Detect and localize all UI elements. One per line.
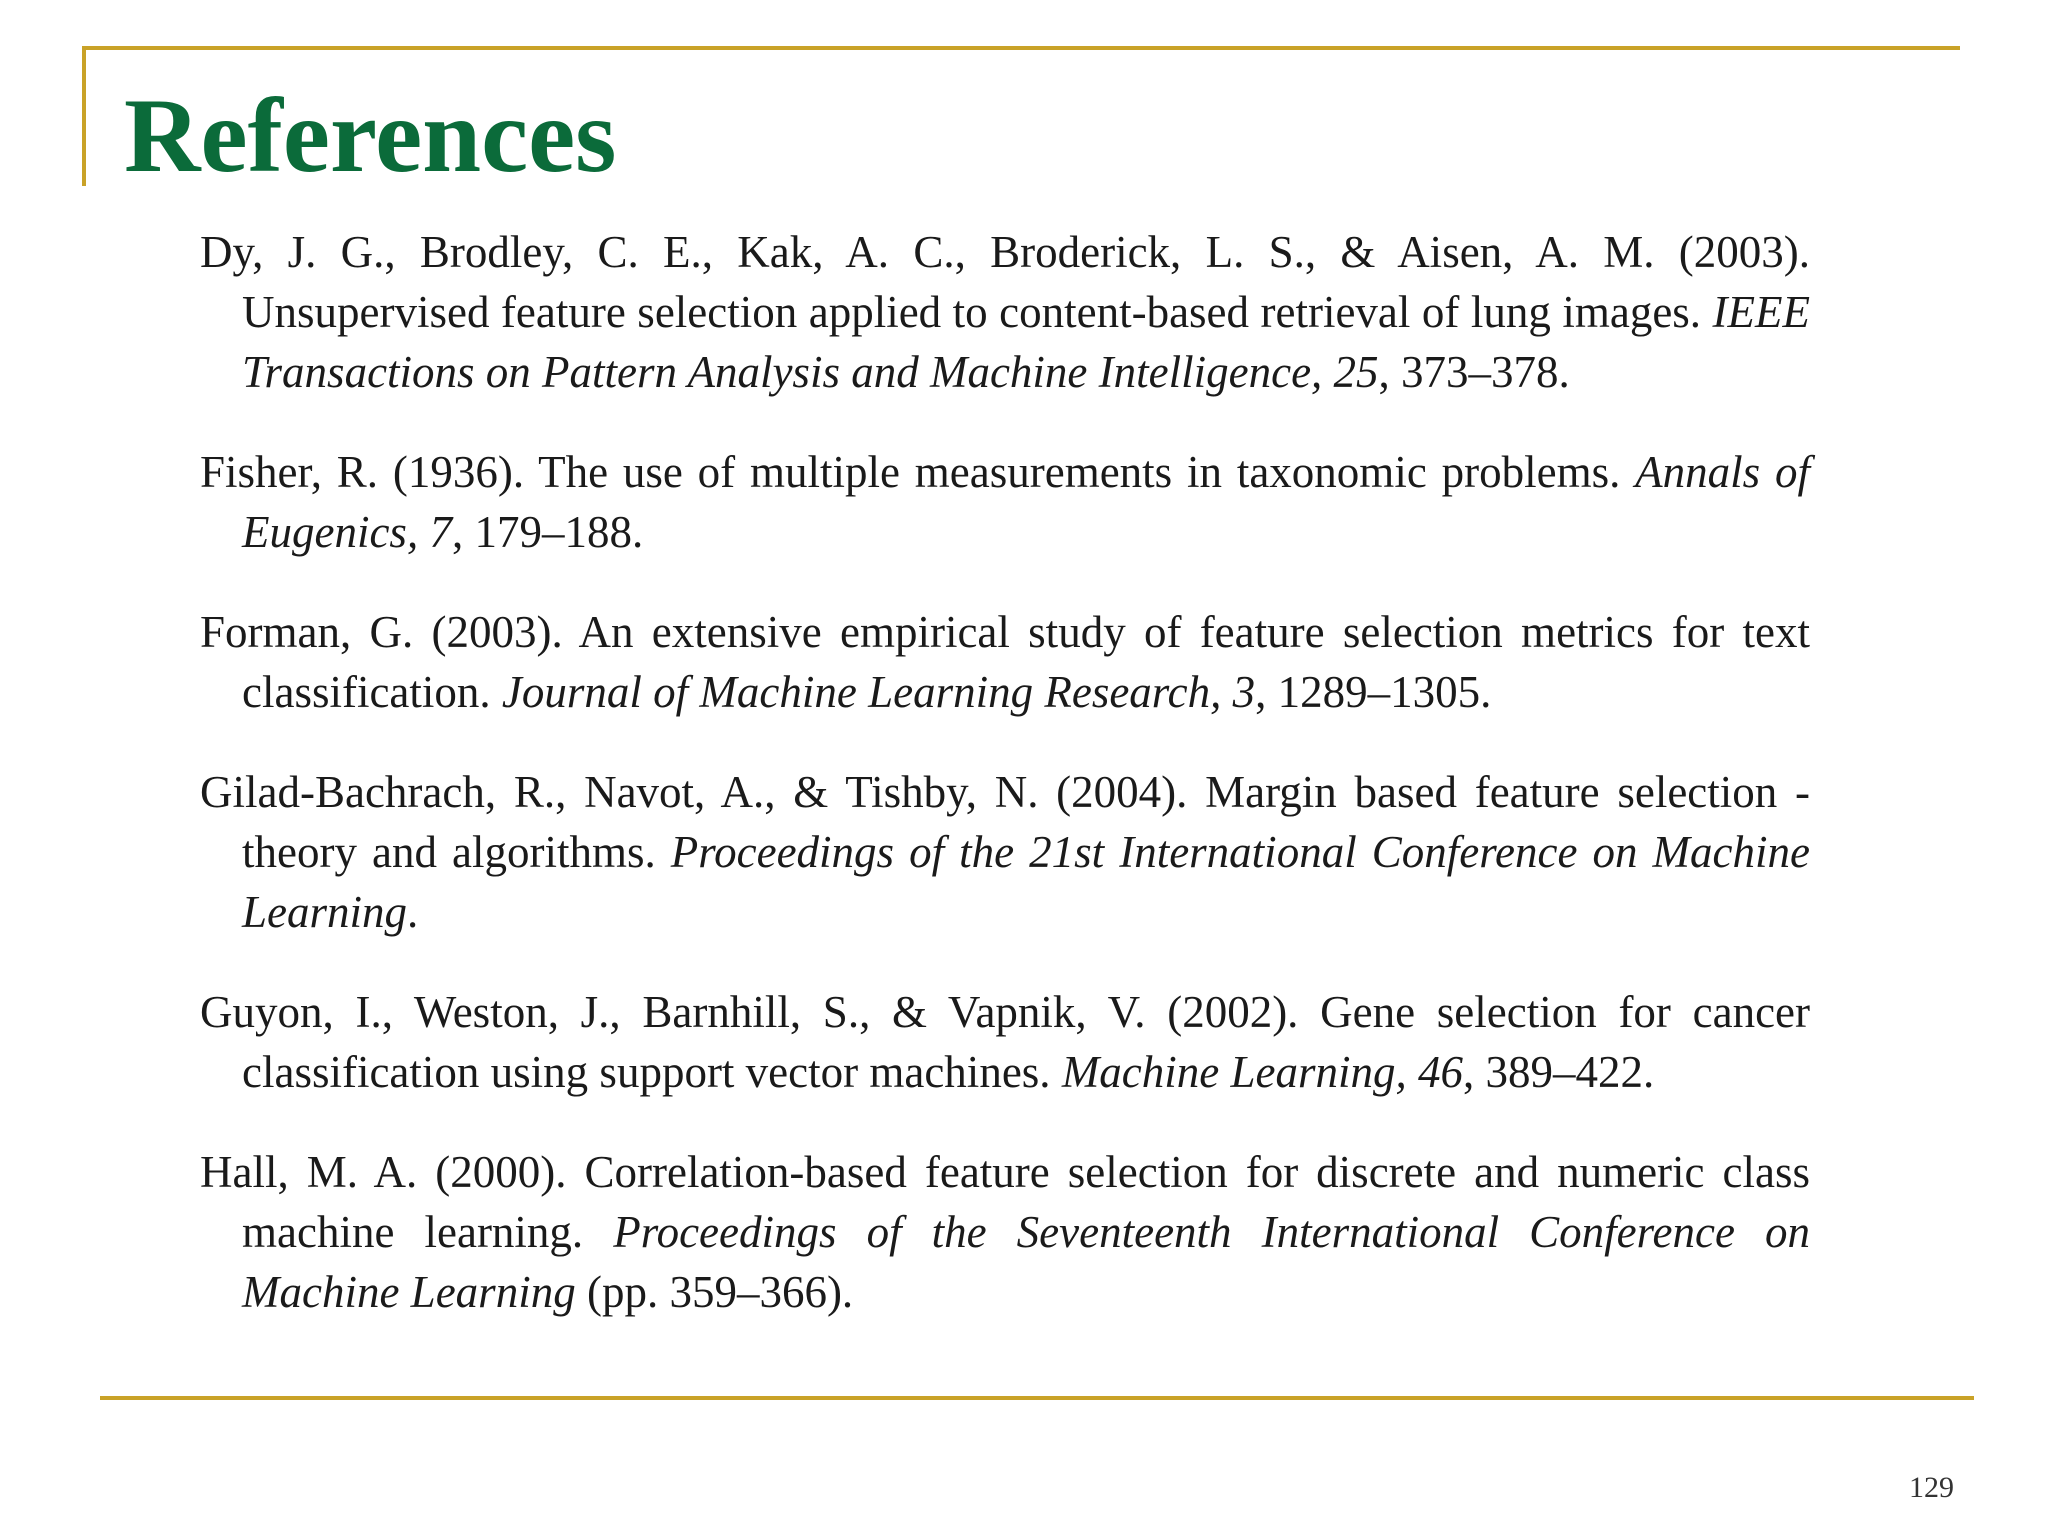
reference-pages: . [407,887,419,937]
reference-title: Gene selection for cancer classification using support vector machines. [242,987,1810,1097]
reference-pages: , 179–188. [451,507,644,557]
reference-authors: Guyon, I., Weston, J., Barnhill, S., & Vapnik, V. (2002). [200,987,1299,1037]
reference-title: An extensive empirical study of feature selection metrics for text classification. [242,607,1810,717]
reference-journal: Machine Learning, 46 [1061,1047,1464,1097]
reference-title: Margin based feature selection - theory and algorithms. [242,767,1811,877]
reference-item [200,602,1810,722]
slide-title: References [124,77,617,194]
page-number: 129 [1909,1471,1954,1504]
reference-journal: Proceedings of the Seventeenth International Conference on Machine Learning [242,1207,1810,1317]
reference-authors: Gilad-Bachrach, R., Navot, A., & Tishby, N. (2004). [200,767,1188,817]
reference-pages: , 1289–1305. [1255,667,1492,717]
reference-title: The use of multiple measurements in taxonomic problems. [524,447,1636,497]
reference-authors: Hall, M. A. (2000). [200,1147,567,1197]
reference-item [200,222,1810,402]
bottom-rule [100,1396,1974,1400]
reference-list [200,222,1810,1362]
reference-journal: Annals of Eugenics, 7 [242,447,1810,557]
top-rule [82,46,1960,50]
reference-title: Unsupervised feature selection applied to content-based retrieval of lung images. [242,287,1713,337]
reference-journal: Proceedings of the 21st International Conference on Machine Learning [242,827,1810,937]
reference-pages: (pp. 359–366). [575,1267,854,1317]
reference-journal: Journal of Machine Learning Research, 3 [501,667,1256,717]
reference-item [200,762,1810,942]
left-rule [82,46,86,186]
reference-pages: , 373–378. [1378,347,1570,397]
reference-authors: Forman, G. (2003). [200,607,563,657]
reference-pages: , 389–422. [1463,1047,1655,1097]
reference-journal: IEEE Transactions on Pattern Analysis and Machine Intelligence, 25 [242,287,1810,397]
reference-item [200,982,1810,1102]
reference-item [200,442,1810,562]
reference-title: Correlation-based feature selection for discrete and numeric class machine learning. [242,1147,1810,1257]
reference-authors: Dy, J. G., Brodley, C. E., Kak, A. C., Broderick, L. S., & Aisen, A. M. (2003). [200,227,1810,277]
reference-authors: Fisher, R. (1936). [200,447,525,497]
reference-item [200,1142,1810,1322]
